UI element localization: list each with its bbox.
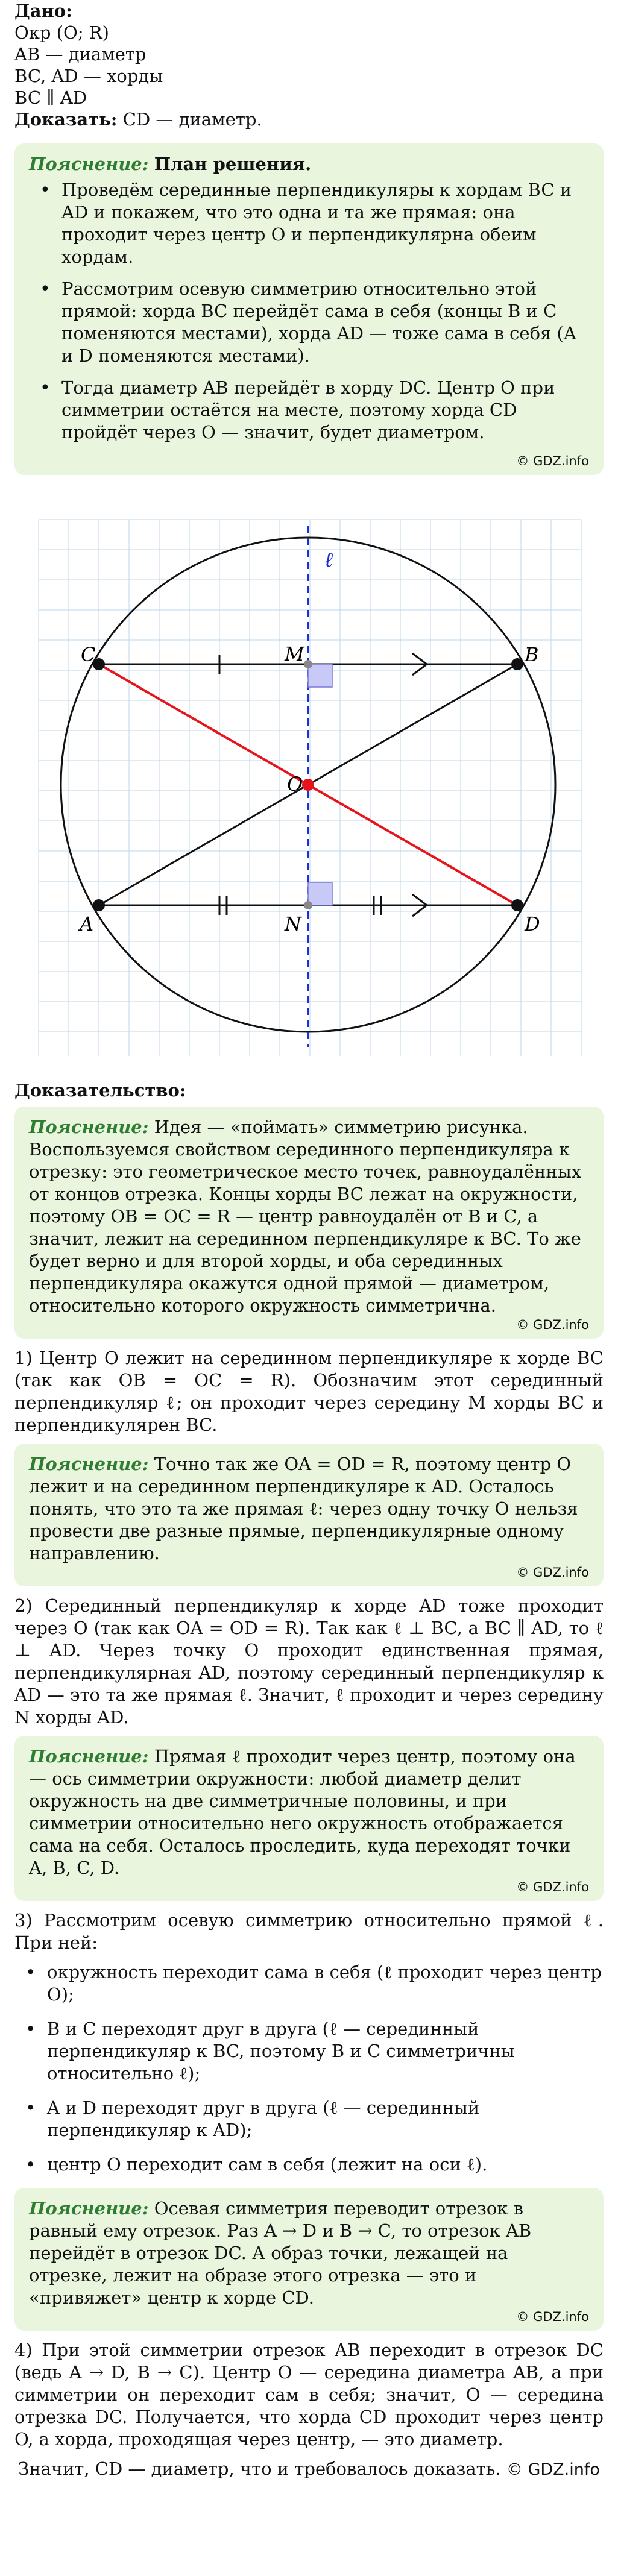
note-source: © GDZ.info bbox=[516, 1565, 589, 1580]
conclusion bbox=[14, 2458, 604, 2480]
given-heading: Дано: bbox=[14, 1, 72, 21]
symmetry-item: • A и D переходят друг в друга (ℓ — серединный перпендикуляр к AD); bbox=[14, 2097, 604, 2141]
right-angle-m bbox=[308, 664, 332, 687]
prove-line bbox=[14, 108, 604, 130]
conclusion-source: © GDZ.info bbox=[506, 2460, 600, 2479]
note-source: © GDZ.info bbox=[516, 1880, 589, 1894]
prove-text: CD — диаметр. bbox=[122, 109, 262, 130]
label-n: N bbox=[285, 913, 301, 935]
note-source: © GDZ.info bbox=[516, 454, 589, 468]
given-line: Окр (O; R) bbox=[14, 22, 109, 43]
note-source: © GDZ.info bbox=[516, 1318, 589, 1332]
point-d bbox=[511, 899, 523, 911]
given-line: BC ∥ AD bbox=[14, 87, 87, 108]
explanation-note bbox=[14, 1107, 604, 1339]
plan-item: • Проведём серединные перпендикуляры к хордам BC и AD и покажем, что это одна и та же прямая: она проходит через центр O и перпендикулярна обеим хордам. bbox=[29, 179, 589, 268]
note-source: © GDZ.info bbox=[516, 2310, 589, 2324]
proof-step: 1) Центр O лежит на серединном перпендикуляре к хорде BC (так как OB = OC = R). Обозначим этот серединный перпендикуляр ℓ; он проходит через середину M хорды BC и перпендикулярен BC. bbox=[14, 1348, 604, 1435]
proof-step: 3) Рассмотрим осевую симметрию относительно прямой ℓ. При ней: bbox=[14, 1910, 604, 1953]
label-c: C bbox=[81, 643, 96, 666]
label-m: M bbox=[285, 642, 304, 665]
geometry-figure bbox=[14, 495, 604, 1074]
symmetry-list bbox=[14, 1961, 604, 2176]
note-lead: Пояснение: bbox=[29, 1746, 149, 1767]
note-lead: Пояснение: bbox=[29, 1454, 149, 1474]
point-o bbox=[302, 779, 314, 791]
label-o: O bbox=[287, 773, 303, 796]
proof-heading: Доказательство: bbox=[14, 1080, 186, 1101]
given-line: AB — диаметр bbox=[14, 44, 147, 64]
label-b: B bbox=[525, 643, 539, 666]
symmetry-item: • окружность переходит сама в себя (ℓ проходит через центр O); bbox=[14, 1961, 604, 2006]
explanation-note bbox=[14, 1736, 604, 1901]
note-text: Точно так же OA = OD = R, поэтому центр O лежит и на серединном перпендикуляре к AD. Осталось понять, что это та же прямая ℓ: через одну точку O нельзя провести две разные прямые, перпендикулярные одному направлению. bbox=[29, 1454, 578, 1563]
label-axis: ℓ bbox=[324, 548, 333, 572]
point-b bbox=[511, 658, 523, 670]
proof-step: 2) Серединный перпендикуляр к хорде AD тоже проходит через O (так как OA = OD = R). Так как ℓ ⊥ BC, а BC ∥ AD, то ℓ ⊥ AD. Через точку O проходит единственная прямая, перпендикулярная AD, поэтому серединный перпендикуляр к AD — это та же прямая ℓ. Значит, ℓ проходит и через середину N хорды AD. bbox=[14, 1595, 604, 1727]
plan-note bbox=[14, 143, 604, 475]
note-lead: Пояснение: bbox=[29, 1117, 149, 1137]
plan-list bbox=[29, 179, 589, 444]
point-m bbox=[304, 660, 312, 668]
proof-step: 4) При этой симметрии отрезок AB переходит в отрезок DC (ведь A → D, B → C). Центр O — середина диаметра AB, а при симметрии он переходит сам в себя; значит, O — середина отрезка DC. Получается, что хорда CD проходит через центр O, а хорда, проходящая через центр, — это диаметр. bbox=[14, 2340, 604, 2449]
point-a bbox=[93, 899, 105, 911]
point-n bbox=[304, 901, 312, 909]
symmetry-item: • B и C переходят друг в друга (ℓ — серединный перпендикуляр к BC, поэтому B и C симметричны относительно ℓ); bbox=[14, 2018, 604, 2085]
explanation-note bbox=[14, 2188, 604, 2331]
plan-item: • Тогда диаметр AB перейдёт в хорду DC. Центр O при симметрии остаётся на месте, поэтому хорда CD пройдёт через O — значит, будет диаметром. bbox=[29, 377, 589, 444]
label-a: A bbox=[80, 913, 94, 935]
note-lead: Пояснение: bbox=[29, 154, 149, 174]
note-text: Осевая симметрия переводит отрезок в равный ему отрезок. Раз A → D и B → C, то отрезок AB перейдёт в отрезок DC. А образ точки, лежащей на отрезке, лежит на образе этого отрезка — это и «привяжет» центр к хорде CD. bbox=[29, 2198, 532, 2308]
explanation-note bbox=[14, 1444, 604, 1586]
note-text: Прямая ℓ проходит через центр, поэтому она — ось симметрии окружности: любой диаметр делит окружность на две симметричные половины, и при симметрии относительно него окружность отображается сама на себя. Осталось проследить, куда переходят точки A, B, C, D. bbox=[29, 1746, 576, 1878]
symmetry-item: • центр O переходит сам в себя (лежит на оси ℓ). bbox=[14, 2153, 604, 2176]
figure-svg bbox=[14, 495, 604, 1074]
right-angle-n bbox=[308, 882, 332, 905]
prove-label: Доказать: bbox=[14, 109, 118, 130]
conclusion-text: Значит, CD — диаметр, что и требовалось доказать. bbox=[18, 2458, 501, 2479]
note-lead: Пояснение: bbox=[29, 2198, 149, 2219]
plan-title: План решения. bbox=[154, 154, 312, 174]
plan-item: • Рассмотрим осевую симметрию относительно этой прямой: хорда BC перейдёт сама в себя (концы B и C поменяются местами), хорда AD — тоже сама в себя (A и D поменяются местами). bbox=[29, 278, 589, 367]
note-text: Идея — «поймать» симметрию рисунка. Воспользуемся свойством серединного перпендикуляра к отрезку: это геометрическое место точек, равноудалённых от концов отрезка. Концы хорды BC лежат на окружности, поэтому OB = OC = R — центр равноудалён от B и C, а значит, лежит на серединном перпендикуляре к BC. То же будет верно и для второй хорды, и оба серединных перпендикуляра окажутся одной прямой — диаметром, относительно которого окружность симметрична. bbox=[29, 1117, 582, 1316]
label-d: D bbox=[525, 913, 540, 935]
given-line: BC, AD — хорды bbox=[14, 66, 163, 86]
given-block bbox=[14, 0, 604, 130]
